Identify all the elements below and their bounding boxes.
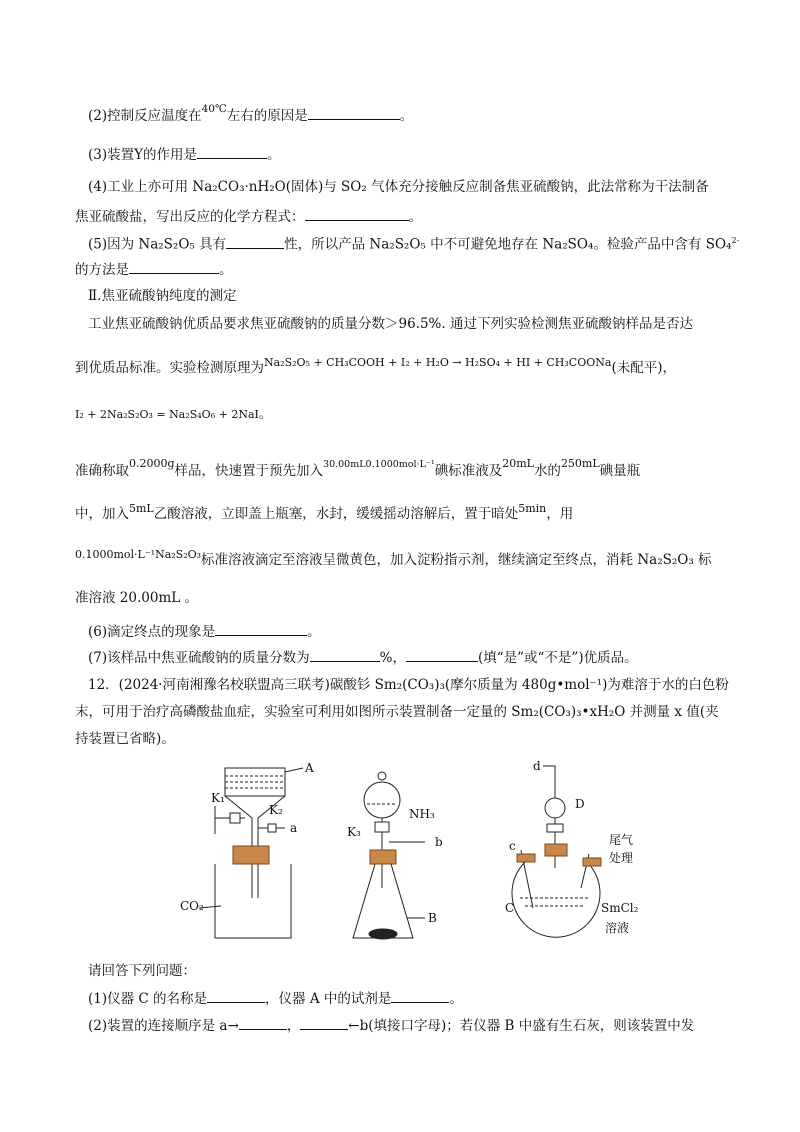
question-12-1 [88,988,463,1008]
q3-end: 。 [267,147,281,163]
label-solution: 溶液 [605,921,630,935]
label-B: B [428,911,437,925]
funnel-bulb [364,782,400,818]
eq2-end: 。 [258,406,273,422]
label-tail-gas: 尾气 [609,833,634,847]
q5-line2-text: 的方法是 [75,262,129,278]
answer-blank[interactable] [129,259,219,274]
equation-2: I₂ + 2Na₂S₂O₃ = Na₂S₄O₆ + 2NaI [75,408,259,421]
proc-text: 样品，快速置于预先加入 [174,463,324,479]
question-5-line2 [75,259,233,279]
proc-text: 乙酸溶液，立即盖上瓶塞，水封，缓缓摇动溶解后，置于暗处 [153,506,519,522]
proc-text: 碘量瓶 [599,463,641,479]
q2-text: (2)控制反应温度在 [88,108,202,124]
q2-end: 。 [399,108,414,124]
answer-prompt: 请回答下列问题： [88,963,196,979]
question-12-2 [88,1015,694,1035]
q2-post: 左右的原因是 [226,108,308,124]
label-CO2: CO₂ [180,899,204,913]
iodine-amount: 30.00mL0.1000mol·L⁻¹ [323,459,435,470]
answer-blank[interactable] [197,144,267,159]
eq1-note: (未配平)， [611,360,676,376]
apparatus-2 [347,772,443,939]
water-volume: 20mL [502,457,534,470]
q5-text: (5)因为 Na₂S₂O₅ 具有 [88,236,227,253]
q4-end: 。 [408,209,422,225]
sulfate-charge: 2- [731,236,740,245]
proc-text: ，用 [546,506,574,522]
question-6 [88,621,321,641]
q5-end: 。 [219,262,233,278]
question-2 [88,105,413,126]
procedure-line1 [75,457,641,482]
acid-volume: 5mL [129,502,154,515]
answer-blank[interactable] [406,647,478,662]
q4-text: 焦亚硫酸盐，写出反应的化学方程式： [75,209,305,225]
q6-end: 。 [307,624,321,640]
answer-blank[interactable] [305,206,409,221]
q12-1-text: (1)仪器 C 的名称是 [88,991,208,1007]
proc-text: 准确称取 [75,463,129,479]
answer-blank[interactable] [226,234,284,249]
apparatus-1 [180,761,314,938]
dark-time: 5min [518,502,547,515]
label-a: a [290,821,298,835]
equation-1: Na₂S₂O₅ + CH₃COOH + I₂ + H₂O → H₂SO₄ + HI + CH₃COONa [264,356,612,369]
q6-text: (6)滴定终点的现象是 [88,624,216,640]
answer-blank[interactable] [310,647,380,662]
proc-text: 水的 [533,463,561,479]
thiosulfate-conc: 0.1000mol·L⁻¹Na₂S₂O₃ [75,548,202,561]
question-5-line1 [88,232,739,254]
q3-text: (3)装置Y的作用是 [88,147,198,163]
flask-volume: 250mL [560,457,600,470]
label-NH3: NH₃ [409,807,435,821]
answer-blank[interactable] [239,1015,287,1030]
label-SmCl2: SmCl₂ [601,901,639,915]
answer-blank[interactable] [300,1015,348,1030]
q12-1-end: 。 [449,991,463,1007]
question-3 [88,144,281,164]
q5-mid: 性，所以产品 Na₂S₂O₅ 中不可避免地存在 Na₂SO₄。检验产品中含有 SO₄ [284,236,732,253]
proc-text: 中，加入 [75,506,129,522]
apparatus-diagram [175,758,655,948]
section-title: Ⅱ.焦亚硫酸钠纯度的测定 [88,288,237,304]
answer-blank[interactable] [391,988,449,1003]
answer-blank[interactable] [207,988,265,1003]
equation-2-line [75,405,272,424]
proc-text: 标准溶液滴定至溶液呈微黄色，加入淀粉指示剂，继续滴定至终点，消耗 Na₂S₂O₃ 标 [201,552,712,568]
q7-post: (填“是”或“不是”)优质品。 [477,650,638,666]
q7-text: (7)该样品中焦亚硫酸钠的质量分数为 [88,650,310,666]
label-d: d [533,759,541,773]
label-K1: K₁ [211,791,225,805]
proc-text: 碘标准液及 [434,463,503,479]
label-K2: K₂ [269,803,283,817]
question-4-line2 [75,206,422,226]
question-12-line1: 12．(2024·河南湘豫名校联盟高三联考)碳酸钐 Sm₂(CO₃)₃(摩尔质量为 480g•mol⁻¹)为难溶于水的白色粉 [88,677,729,693]
label-c: c [509,839,516,853]
label-b: b [435,835,443,849]
procedure-line3 [75,548,712,570]
q12-2-post: ←b(填接口字母)；若仪器 B 中盛有生石灰，则该装置中发 [348,1018,695,1034]
answer-blank[interactable] [215,621,307,636]
label-A: A [305,761,314,775]
question-12-line3: 持装置已省略)。 [75,731,175,747]
intro-line2 [75,356,676,378]
intro-line1: 工业焦亚硫酸钠优质品要求焦亚硫酸钠的质量分数＞96.5%. 通过下列实验检测焦亚硫酸钠样品是否达 [88,316,693,332]
label-treatment: 处理 [609,851,634,865]
q7-mid: %， [379,650,406,666]
label-D: D [575,797,585,811]
q12-1-mid: ，仪器 A 中的试剂是 [265,991,392,1007]
question-4-line1: (4)工业上亦可用 Na₂CO₃·nH₂O(固体)与 SO₂ 气体充分接触反应制备焦亚硫酸钠，此法常称为干法制备 [88,179,709,195]
procedure-line4: 准溶液 20.00mL 。 [75,590,198,606]
q12-2-text: (2)装置的连接顺序是 a→ [88,1018,239,1034]
question-7 [88,647,638,667]
intro-text: 到优质品标准。实验检测原理为 [75,360,264,376]
label-K3: K₃ [347,825,361,839]
answer-blank[interactable] [308,105,400,120]
label-C: C [505,901,515,915]
funnel-D [545,798,565,818]
sample-mass: 0.2000g [129,457,175,470]
q2-temp: 40℃ [201,103,227,115]
procedure-line2 [75,502,574,524]
apparatus-3 [505,759,639,937]
question-12-line2: 末，可用于治疗高磷酸盐血症，实验室可利用如图所示装置制备一定量的 Sm₂(CO₃)₃•xH₂O 并测量 x 值(夹 [75,704,719,720]
stopper [233,846,269,864]
q12-2-mid: ， [286,1018,301,1034]
